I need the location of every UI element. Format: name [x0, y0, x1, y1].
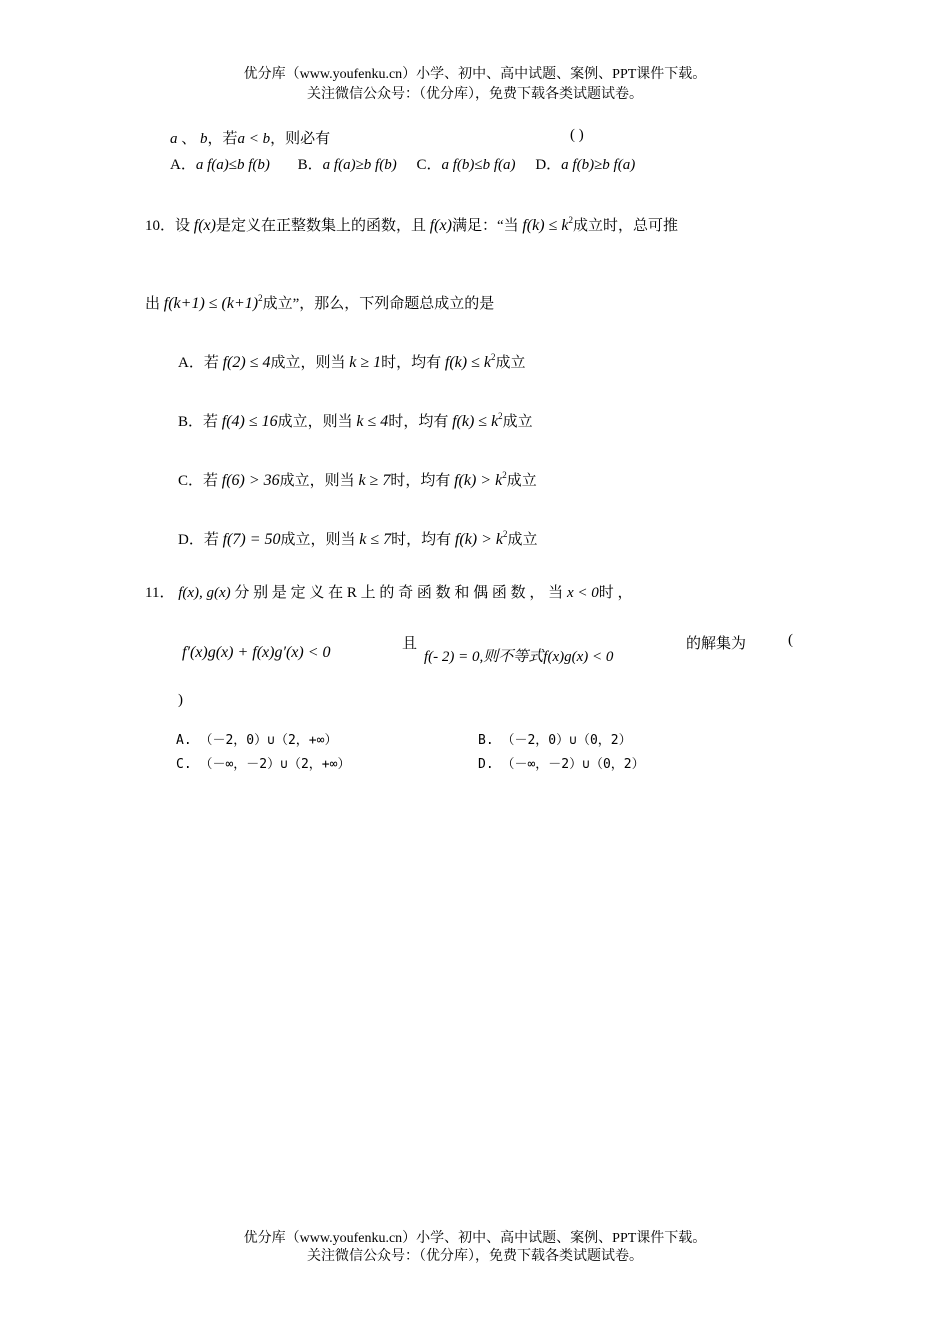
- q11-text-3: 的解集为: [686, 636, 747, 652]
- q9-then: ，则必有: [270, 131, 331, 147]
- q9-stem: [170, 127, 330, 148]
- q10-condition: f(k) ≤ k: [522, 217, 569, 234]
- q10-fx-2: f(x): [429, 217, 452, 234]
- header-line-2: 关注微信公众号：（优分库），免费下载各类试题试卷。: [307, 87, 643, 102]
- q11-number: 11．: [145, 585, 175, 601]
- q10-fx: f(x): [193, 217, 216, 234]
- q10-text-3: 成立时，总可推: [572, 218, 678, 234]
- q11-paren-open: (: [788, 632, 793, 648]
- q11-option-c: C. （－∞，－2）∪（2，+∞）: [176, 757, 351, 772]
- q9-option-b: B．a f(a)≥b f(b): [297, 157, 397, 173]
- q11-ineq-2: f(- 2) = 0,则不等式f(x)g(x) < 0: [424, 649, 614, 665]
- q9-var-b: b: [200, 131, 208, 147]
- q10-number: 10．设: [145, 218, 191, 234]
- q9-sep: 、: [181, 131, 197, 147]
- q9-var-a: a: [170, 131, 178, 147]
- q10-square: 2: [568, 215, 573, 225]
- q10-text-2: 满足：“当: [451, 218, 519, 234]
- q10-condition-2: f(k+1) ≤ (k+1): [163, 295, 259, 312]
- q9-option-a: A．a f(a)≤b f(b): [170, 157, 270, 173]
- footer-line-1: 优分库（www.youfenku.cn）小学、初中、高中试题、案例、PPT课件下载。: [243, 1231, 707, 1246]
- q9-option-d: D．a f(b)≥b f(a): [535, 157, 636, 173]
- q9-inequality: a < b: [237, 131, 271, 147]
- q10-option-c: C．若 f(6) > 36成立，则当 k ≥ 7时，均有 $f(k) > k^2$成立: [178, 470, 537, 489]
- q10-option-b: B．若 f(4) ≤ 16成立，则当 k ≤ 4时，均有 $f(k) \le k^2$成立: [178, 411, 533, 430]
- q9-option-c: C．a f(b)≤b f(a): [416, 157, 516, 173]
- q11-stem-line-1: [145, 581, 632, 602]
- q10-line2-post: 成立”，那么，下列命题总成立的是: [262, 296, 495, 312]
- q11-option-d: D. （－∞，－2）∪（0，2）: [478, 757, 645, 772]
- q10-line2-pre: 出: [145, 296, 161, 312]
- q11-text-1: 分 别 是 定 义 在 R 上 的 奇 函 数 和 偶 函 数 ， 当: [234, 585, 564, 601]
- header-line-1: 优分库（www.youfenku.cn）小学、初中、高中试题、案例、PPT课件下载。: [243, 67, 707, 82]
- q11-paren-close: ): [178, 692, 183, 708]
- q10-option-d: D．若 f(7) = 50成立，则当 k ≤ 7时，均有 $f(k) > k^2$成立: [178, 529, 538, 548]
- q10-stem-line-1: [145, 214, 678, 235]
- footer-line-2: 关注微信公众号：（优分库），免费下载各类试题试卷。: [307, 1249, 643, 1264]
- q10-stem-line-2: [145, 292, 494, 313]
- q9-if: ，若: [207, 131, 238, 147]
- q10-text-1: 是定义在正整数集上的函数，且: [215, 218, 426, 234]
- q11-functions: f(x), g(x): [178, 585, 231, 601]
- q11-ineq-1: f′(x)g(x) + f(x)g′(x) < 0: [182, 644, 331, 661]
- q11-option-b: B. （－2，0）∪（0，2）: [478, 733, 632, 748]
- q10-option-a: A．若 f(2) ≤ 4成立，则当 k ≥ 1时，均有 $f(k) \le k^2$成立: [178, 352, 526, 371]
- q11-and: 且: [402, 636, 418, 652]
- q9-options: [170, 153, 635, 174]
- q11-option-a: A. （－2，0）∪（2，+∞）: [176, 733, 338, 748]
- q11-condition: x < 0: [566, 585, 599, 601]
- q11-text-2: 时 ，: [598, 585, 633, 601]
- q10-square-2: 2: [258, 293, 263, 303]
- q9-answer-paren: ( ): [570, 127, 584, 143]
